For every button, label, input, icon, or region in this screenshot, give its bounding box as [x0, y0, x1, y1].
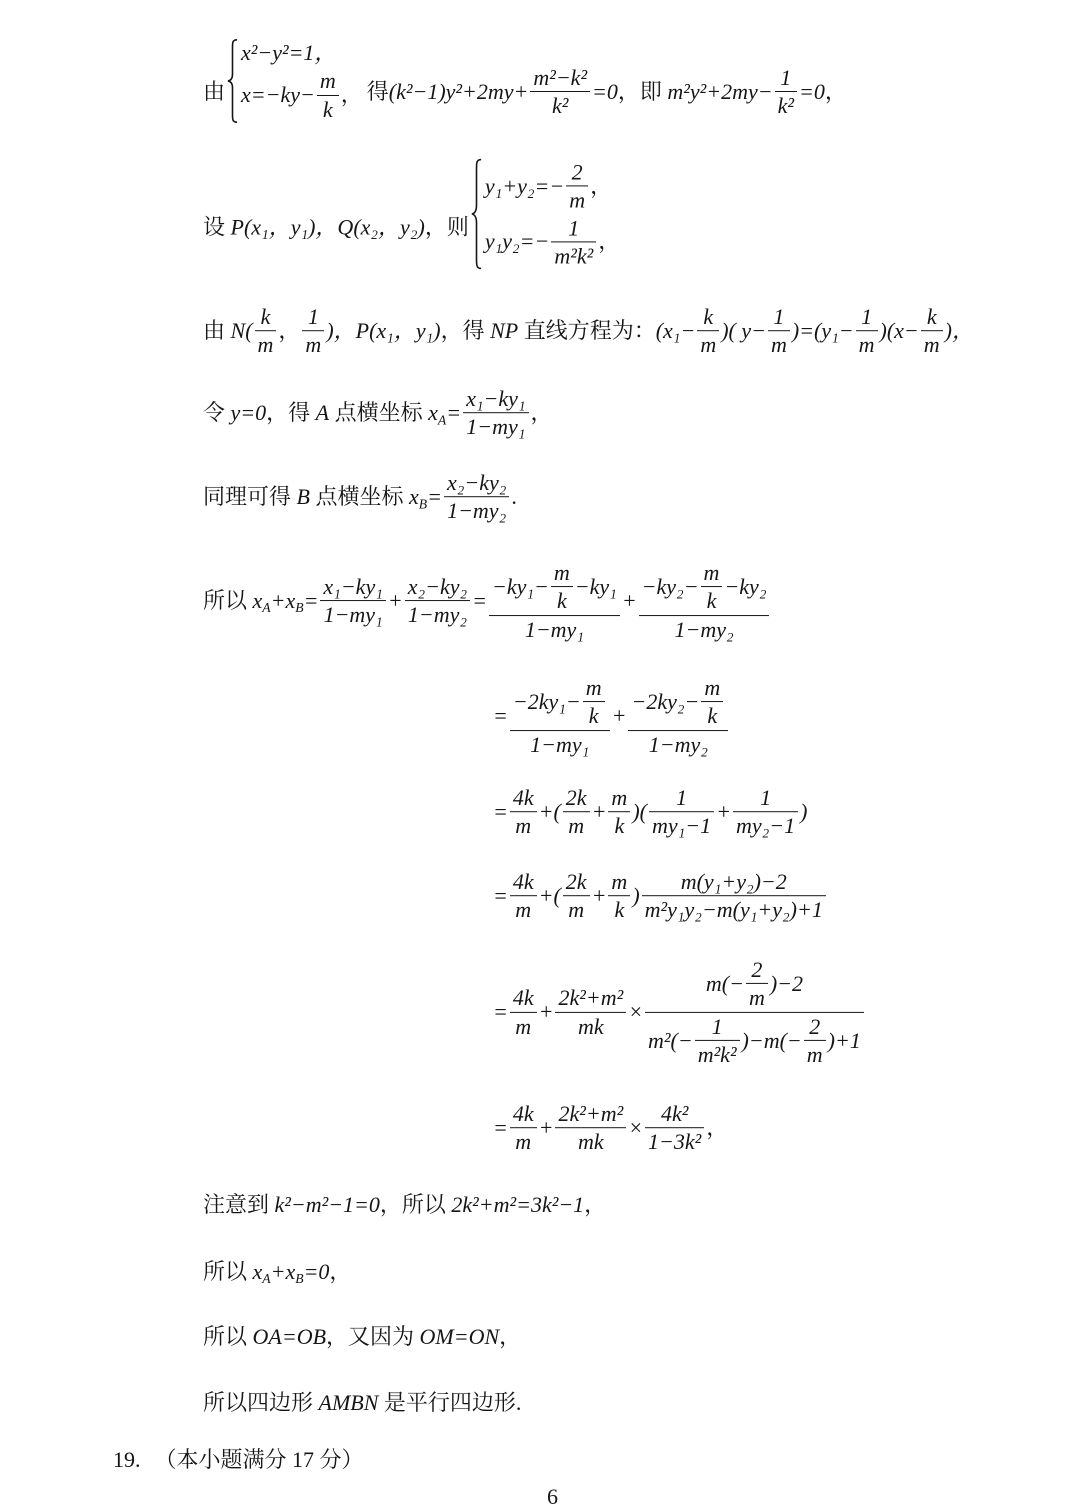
text: ，: [329, 1258, 352, 1284]
page-number-text: 6: [547, 1483, 558, 1509]
numerator: 4k: [510, 785, 537, 812]
fraction: [775, 65, 797, 119]
text: 同理可得: [203, 483, 297, 509]
fraction: [302, 304, 324, 358]
system-row: [241, 40, 363, 66]
math-text: N(: [230, 317, 253, 343]
numerator: x₂−ky₂: [444, 470, 509, 497]
fraction: [320, 574, 385, 628]
math-text: −ky₂: [724, 574, 767, 600]
numerator: 2: [804, 1014, 826, 1041]
denominator: 1−my₁: [530, 731, 590, 757]
math-text: )，: [944, 317, 974, 343]
text: 所以: [203, 1323, 253, 1349]
text: 得: [366, 78, 389, 104]
text: 是平行四边形.: [378, 1389, 522, 1415]
denominator: k: [707, 703, 718, 729]
text: ，所以: [379, 1191, 452, 1217]
denominator: mk: [578, 1129, 604, 1155]
x-b-expression: [409, 484, 442, 510]
math-text: −ky₁−: [492, 574, 549, 600]
math-text: +: [621, 587, 637, 613]
math-text: m²y²+2my−: [667, 78, 773, 104]
math-text: k²−m²−1=0: [274, 1191, 380, 1217]
denominator: m: [770, 332, 787, 358]
denominator: m: [515, 813, 532, 839]
math-text: =: [493, 702, 508, 728]
math-text: +: [538, 998, 554, 1024]
numerator: [639, 560, 770, 616]
fraction: [555, 1101, 626, 1155]
math-text: y₁+y₂=−: [484, 173, 565, 198]
math-text: =: [493, 882, 508, 908]
math-text: ×: [628, 998, 644, 1024]
text: 点横坐标: [309, 483, 409, 509]
math-text: )−2: [769, 971, 803, 997]
fraction: [695, 1014, 740, 1068]
math-text: =: [493, 798, 508, 824]
denominator: 1−my₁: [466, 414, 526, 440]
math-text: =0: [303, 1258, 330, 1284]
text: ，即: [617, 78, 668, 104]
text: 点横坐标: [329, 399, 429, 425]
denominator: 1−my₁: [323, 602, 383, 628]
math-text: =: [493, 998, 508, 1024]
denominator: 1−3k²: [648, 1129, 702, 1155]
numerator: k: [255, 304, 277, 331]
math-text: A: [315, 399, 330, 425]
math-text: ×: [628, 1114, 644, 1140]
numerator: m: [317, 68, 339, 95]
left-brace-icon: [471, 158, 482, 269]
numerator: 2: [566, 159, 588, 186]
x-a-expression: [428, 400, 461, 426]
math-text: =0: [592, 78, 618, 104]
fraction: [921, 304, 943, 358]
subscript: B: [295, 1270, 304, 1286]
text: ，: [530, 399, 553, 425]
numerator: m²−k²: [530, 65, 590, 92]
text: ，: [598, 228, 621, 254]
text: ，: [278, 317, 301, 343]
denominator: 1−my₂: [648, 731, 708, 757]
system-row: [485, 215, 620, 269]
math-text: =: [472, 587, 488, 613]
denominator: m: [700, 332, 717, 358]
fraction: [701, 560, 723, 614]
fraction: [768, 304, 790, 358]
math-text: )=(y₁−: [791, 317, 854, 343]
solution-line-7: [493, 675, 730, 757]
math-text: =: [427, 483, 442, 509]
text: ，得: [266, 399, 316, 425]
denominator: k: [614, 813, 625, 839]
text: 由: [203, 317, 231, 343]
math-text: +x: [270, 587, 296, 613]
fraction: [510, 985, 537, 1039]
math-text: +(: [538, 798, 561, 824]
math-text: P(x₁，y₁)，Q(x₂，y₂): [230, 214, 425, 240]
numerator: 1: [551, 215, 596, 242]
numerator: m: [608, 869, 630, 896]
denominator: m: [257, 332, 274, 358]
solution-line-14: [203, 1324, 521, 1350]
solution-line-15: [203, 1390, 521, 1416]
fraction: [317, 68, 339, 122]
fraction: [746, 957, 768, 1011]
math-text: )( y−: [721, 317, 766, 343]
page-number: [547, 1484, 558, 1510]
denominator: m: [568, 897, 585, 923]
denominator: [645, 1013, 864, 1068]
text: .: [511, 483, 517, 509]
math-text: +x: [270, 1258, 296, 1284]
numerator: [628, 675, 728, 731]
numerator: m(y₁+y₂)−2: [642, 869, 826, 896]
compound-fraction: [489, 560, 620, 642]
numerator: [645, 957, 864, 1013]
numerator: 1: [302, 304, 324, 331]
denominator: k: [706, 588, 717, 614]
denominator: my₁−1: [651, 813, 712, 839]
math-text: +: [387, 587, 403, 613]
denominator: k²: [552, 93, 569, 119]
compound-fraction: [645, 957, 864, 1067]
denominator: m: [515, 1129, 532, 1155]
math-text: −2ky₁−: [512, 689, 581, 715]
equation-system: [471, 158, 620, 269]
numerator: m: [608, 785, 630, 812]
numerator: 4k: [510, 1101, 537, 1128]
solution-line-1: [203, 40, 847, 134]
denominator: k²: [777, 93, 794, 119]
math-text: +: [591, 882, 607, 908]
numerator: m: [701, 675, 723, 702]
math-text: )(: [632, 798, 647, 824]
text: 所以: [203, 587, 253, 613]
variable: x: [408, 483, 419, 509]
fraction: [463, 386, 528, 440]
text: 所以: [203, 1258, 253, 1284]
math-text: =: [303, 587, 319, 613]
math-text: (x₁−: [655, 317, 696, 343]
left-brace-icon: [227, 39, 238, 123]
text: ，: [706, 1114, 729, 1140]
fraction: [642, 869, 826, 923]
fraction: [405, 574, 470, 628]
denominator: m²k²: [554, 243, 594, 269]
math-text: )+1: [827, 1027, 861, 1053]
numerator: k: [697, 304, 719, 331]
text: ，: [499, 1323, 522, 1349]
math-text: AMBN: [318, 1389, 379, 1415]
solution-line-2: [203, 159, 624, 283]
fraction: [608, 869, 630, 923]
fraction: [551, 560, 573, 614]
math-text: ): [800, 798, 808, 824]
fraction: [510, 869, 537, 923]
fraction: [697, 304, 719, 358]
numerator: m: [701, 560, 723, 587]
math-text: x²−y²=1，: [241, 40, 337, 66]
math-text: NP: [490, 317, 519, 343]
numerator: [510, 675, 610, 731]
math-text: =0: [798, 78, 825, 104]
fraction: [583, 675, 605, 729]
math-text: +(: [538, 882, 561, 908]
math-text: y₁y₂=−: [484, 228, 550, 254]
math-text: x=−ky−: [241, 81, 315, 107]
math-text: )(x−: [879, 317, 919, 343]
denominator: 1−my₂: [447, 498, 507, 524]
math-text: B: [296, 483, 310, 509]
subscript: B: [418, 495, 428, 511]
denominator: m: [568, 813, 585, 839]
solution-line-9: [493, 869, 828, 923]
numerator: 1: [768, 304, 790, 331]
solution-line-13: [203, 1259, 351, 1285]
solution-line-10: [493, 957, 866, 1067]
xa-plus-xb-expression: [253, 1259, 330, 1285]
text: ，: [584, 1191, 607, 1217]
math-text: ): [632, 882, 640, 908]
math-text: (k²−1)y²+2my+: [388, 78, 529, 104]
fraction: [804, 1014, 826, 1068]
math-text: m²(−: [648, 1027, 693, 1053]
denominator: k: [556, 588, 567, 614]
math-text: +: [538, 1114, 554, 1140]
numerator: 2k²+m²: [555, 1101, 626, 1128]
math-text: +: [591, 798, 607, 824]
solution-line-3: [203, 304, 974, 358]
fraction: [530, 65, 590, 119]
denominator: m: [515, 1013, 532, 1039]
numerator: 2k: [563, 785, 590, 812]
denominator: 1−my₂: [674, 616, 734, 642]
numerator: 4k: [510, 985, 537, 1012]
variable: x: [428, 399, 438, 425]
subscript: B: [295, 599, 304, 615]
text: ，: [340, 81, 363, 107]
text: 令: [203, 399, 231, 425]
denominator: m: [569, 187, 586, 213]
numerator: m: [583, 675, 605, 702]
math-text: +: [716, 798, 731, 824]
solution-line-5: [203, 470, 517, 524]
fraction: [566, 159, 588, 213]
denominator: k: [614, 897, 625, 923]
solution-line-12: [203, 1192, 606, 1218]
fraction: [551, 215, 596, 269]
math-text: −2ky₂−: [631, 689, 700, 715]
math-text: −ky₁: [574, 574, 617, 600]
solution-line-8: [493, 785, 807, 839]
fraction: [701, 675, 723, 729]
math-text: =: [493, 1114, 508, 1140]
subscript: A: [262, 599, 271, 615]
numerator: 1: [775, 65, 797, 92]
denominator: 1−my₂: [407, 602, 468, 628]
denominator: m²k²: [697, 1041, 737, 1067]
numerator: 4k²: [645, 1101, 704, 1128]
numerator: 1: [856, 304, 878, 331]
fraction: [510, 1101, 537, 1155]
fraction: [856, 304, 878, 358]
denominator: k: [322, 96, 333, 122]
text: ，: [590, 173, 613, 198]
math-text: m(−: [705, 971, 744, 997]
text: ，: [824, 78, 847, 104]
numerator: 1: [695, 1014, 740, 1041]
fraction: [733, 785, 798, 839]
denominator: m: [806, 1041, 823, 1067]
text: ，则: [424, 214, 469, 240]
variable: x: [252, 1258, 263, 1284]
numerator: x₁−ky₁: [463, 386, 528, 413]
text: 由: [203, 78, 226, 104]
math-text: =: [446, 399, 462, 425]
fraction: [444, 470, 509, 524]
numerator: 1: [733, 785, 798, 812]
denominator: m: [515, 897, 532, 923]
math-text: 2k²+m²=3k²−1: [451, 1191, 585, 1217]
text: ，得: [440, 317, 491, 343]
fraction: [563, 785, 590, 839]
denominator: mk: [578, 1013, 604, 1039]
xa-plus-xb-expression: [253, 588, 319, 614]
variable: x: [252, 587, 263, 613]
fraction: [255, 304, 277, 358]
fraction: [555, 985, 626, 1039]
subscript: A: [262, 1270, 271, 1286]
compound-fraction: [628, 675, 728, 757]
numerator: 2k: [563, 869, 590, 896]
numerator: 4k: [510, 869, 537, 896]
question-19-heading: [113, 1447, 364, 1473]
fraction: [510, 785, 537, 839]
compound-fraction: [510, 675, 610, 757]
numerator: m: [551, 560, 573, 587]
denominator: m: [305, 332, 322, 358]
math-text: y=0: [230, 399, 267, 425]
math-text: −ky₂−: [641, 574, 699, 600]
equation-system: [227, 39, 363, 123]
numerator: x₂−ky₂: [405, 574, 470, 601]
denominator: m: [748, 985, 765, 1011]
question-number: 19.: [113, 1446, 141, 1472]
numerator: 1: [649, 785, 714, 812]
solution-line-11: [493, 1101, 728, 1155]
system-row: [485, 159, 620, 213]
text: 注意到: [203, 1191, 275, 1217]
subscript: A: [437, 411, 447, 427]
text: 设: [203, 214, 231, 240]
numerator: 2: [746, 957, 768, 984]
text: ，又因为: [326, 1323, 420, 1349]
numerator: [489, 560, 620, 616]
math-text: )，P(x₁，y₁): [326, 317, 441, 343]
math-text: )−m(−: [741, 1027, 802, 1053]
math-text: OM=ON: [419, 1323, 500, 1349]
text: 所以四边形: [203, 1389, 319, 1415]
numerator: 2k²+m²: [555, 985, 626, 1012]
denominator: my₂−1: [735, 813, 796, 839]
compound-fraction: [639, 560, 770, 642]
denominator: m: [923, 332, 940, 358]
numerator: x₁−ky₁: [320, 574, 385, 601]
text: 直线方程为：: [518, 317, 656, 343]
system-row: [241, 68, 363, 122]
solution-line-4: [203, 386, 553, 440]
question-score-note: （本小题满分 17 分）: [154, 1446, 364, 1472]
fraction: [563, 869, 590, 923]
solution-line-6: [203, 560, 771, 642]
denominator: 1−my₁: [524, 616, 584, 642]
fraction: [649, 785, 714, 839]
denominator: m: [858, 332, 875, 358]
math-text: +: [611, 702, 627, 728]
fraction: [608, 785, 630, 839]
denominator: m²y₁y₂−m(y₁+y₂)+1: [644, 897, 823, 923]
numerator: k: [921, 304, 943, 331]
denominator: k: [588, 703, 599, 729]
math-text: OA=OB: [252, 1323, 327, 1349]
fraction: [645, 1101, 704, 1155]
